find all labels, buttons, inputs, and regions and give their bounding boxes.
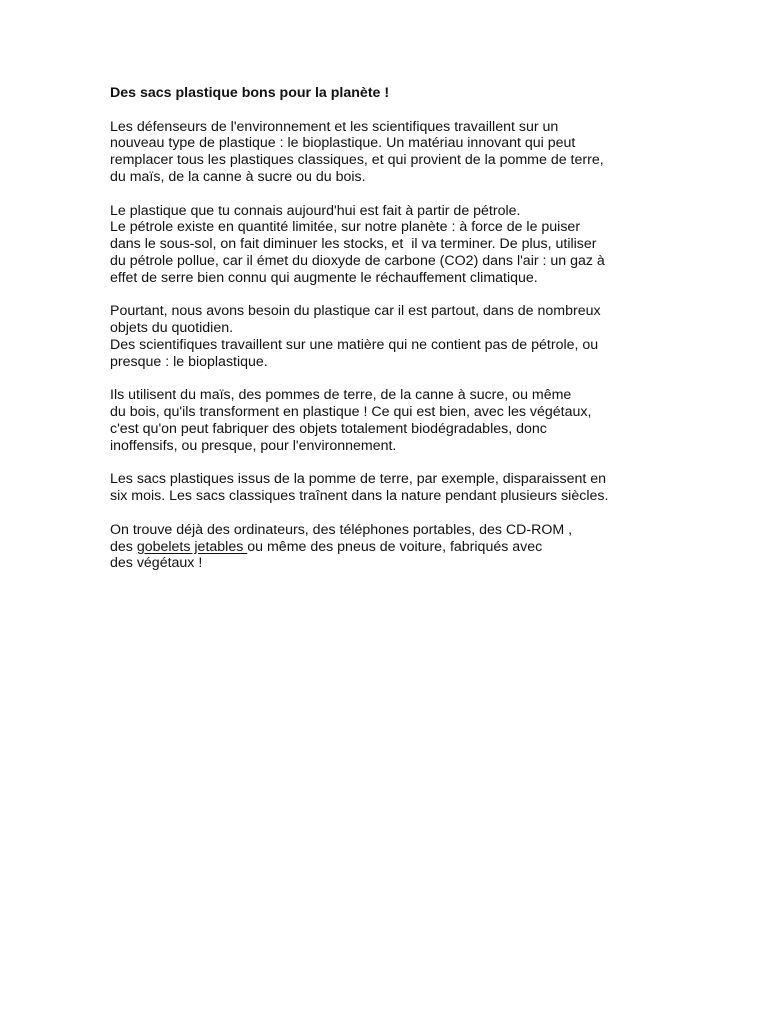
text-line: Pourtant, nous avons besoin du plastique car il est partout, dans de nombreux	[110, 303, 601, 320]
text-line: Les sacs plastiques issus de la pomme de terre, par exemple, disparaissent en	[110, 471, 607, 488]
text-line: six mois. Les sacs classiques traînent dans la nature pendant plusieurs siècles.	[110, 488, 609, 505]
text-line: Le plastique que tu connais aujourd'hui est fait à partir de pétrole.	[110, 202, 521, 219]
text-line: presque : le bioplastique.	[110, 353, 268, 370]
paragraph-5	[110, 471, 670, 505]
text-line: dans le sous-sol, on fait diminuer les stocks, et il va terminer. De plus, utiliser	[110, 236, 597, 253]
text-line: Les défenseurs de l'environnement et les scientifiques travaillent sur un	[110, 118, 559, 135]
text-line: des végétaux !	[110, 555, 203, 572]
text-line: Le pétrole existe en quantité limitée, sur notre planète : à force de le puiser	[110, 219, 581, 236]
text-line: Des scientifiques travaillent sur une matière qui ne contient pas de pétrole, ou	[110, 336, 599, 353]
text-line: On trouve déjà des ordinateurs, des téléphones portables, des CD-ROM ,	[110, 521, 573, 538]
text-line: du pétrole pollue, car il émet du dioxyde de carbone (CO2) dans l'air : un gaz à	[110, 252, 605, 269]
paragraph-3	[110, 303, 670, 370]
text-line-with-link	[110, 539, 670, 556]
text-segment: ou même des pneus de voiture, fabriqués avec	[247, 538, 543, 555]
text-line: remplacer tous les plastiques classiques, et qui provient de la pomme de terre,	[110, 152, 604, 169]
paragraph-6	[110, 522, 670, 572]
text-line: inoffensifs, ou presque, pour l'environnement.	[110, 437, 397, 454]
text-line: Ils utilisent du maïs, des pommes de terre, de la canne à sucre, ou même	[110, 387, 572, 404]
text-line: c'est qu'on peut fabriquer des objets totalement biodégradables, donc	[110, 420, 547, 437]
text-line: objets du quotidien.	[110, 320, 234, 337]
document-body	[110, 85, 670, 589]
text-line: nouveau type de plastique : le bioplastique. Un matériau innovant qui peut	[110, 135, 576, 152]
text-line: du maïs, de la canne à sucre ou du bois.	[110, 168, 366, 185]
gobelets-jetables-link[interactable]: gobelets jetables	[136, 538, 248, 555]
paragraph-1	[110, 119, 670, 186]
paragraph-2	[110, 203, 670, 287]
text-line: effet de serre bien connu qui augmente le réchauffement climatique.	[110, 269, 538, 286]
text-line: du bois, qu'ils transforment en plastique ! Ce qui est bien, avec les végétaux,	[110, 404, 592, 421]
paragraph-4	[110, 387, 670, 454]
text-segment: des	[110, 538, 137, 555]
document-title: Des sacs plastique bons pour la planète !	[110, 85, 390, 101]
